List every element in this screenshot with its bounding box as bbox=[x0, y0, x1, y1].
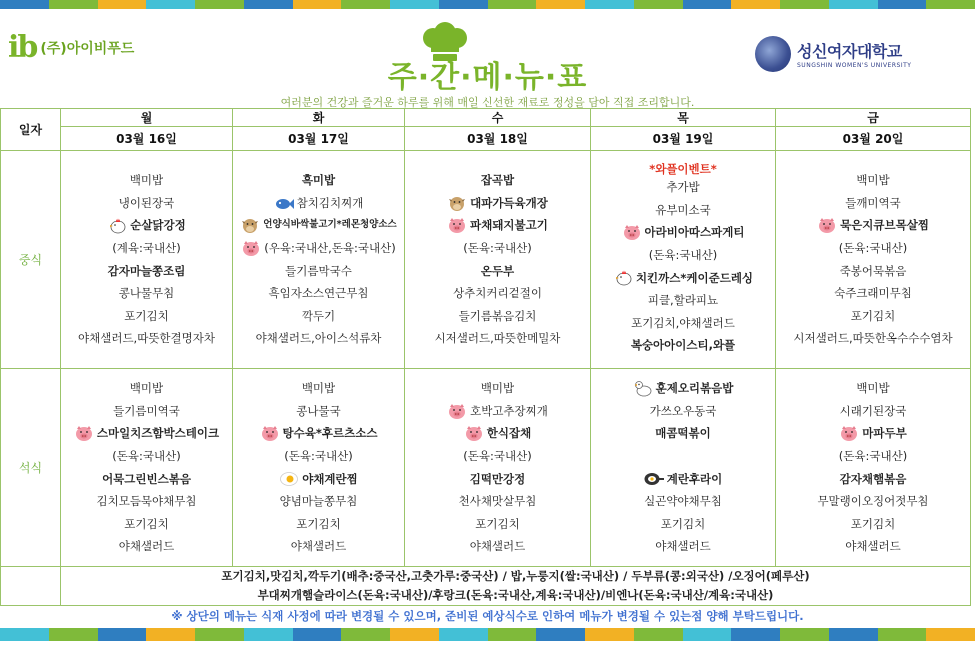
date-header: 03월 18일 bbox=[405, 127, 591, 151]
menu-item-text: 피클,할라피뇨 bbox=[647, 293, 719, 308]
menu-item bbox=[591, 199, 775, 222]
stripe-segment bbox=[731, 628, 780, 641]
stripe-segment bbox=[488, 0, 537, 9]
menu-item bbox=[405, 468, 590, 491]
menu-item-text: 야채샐러드 bbox=[118, 539, 175, 554]
menu-item-text: 계란후라이 bbox=[666, 471, 723, 486]
stripe-segment bbox=[195, 0, 244, 9]
weekly-menu-table bbox=[0, 108, 971, 606]
menu-item-text: 천사채맛살무침 bbox=[458, 494, 537, 509]
pig-icon bbox=[817, 217, 837, 234]
origin-row bbox=[1, 567, 971, 606]
menu-item-text: (돈육:국내산) bbox=[284, 448, 353, 463]
pig-icon bbox=[241, 240, 261, 257]
menu-item bbox=[61, 468, 232, 491]
stripe-segment bbox=[536, 628, 585, 641]
menu-item-text: (돈육:국내산) bbox=[463, 240, 532, 255]
menu-item-text: 호박고추장찌개 bbox=[470, 403, 548, 418]
stripe-segment bbox=[341, 628, 390, 641]
stripe-segment bbox=[293, 628, 342, 641]
menu-item bbox=[776, 535, 970, 558]
menu-item bbox=[233, 490, 404, 513]
menu-item-text: 매콤떡볶이 bbox=[655, 426, 711, 441]
origin-line: 부대찌개햄슬라이스(돈육:국내산)/후랑크(돈육:국내산,계육:국내산)/비엔나(돈육:국내산/계육:국내산) bbox=[257, 588, 774, 602]
menu-item-text: 포기김치 bbox=[660, 516, 706, 531]
menu-item bbox=[591, 244, 775, 267]
menu-item bbox=[776, 400, 970, 423]
date-header: 03월 19일 bbox=[591, 127, 776, 151]
menu-item bbox=[405, 192, 590, 215]
stripe-segment bbox=[634, 628, 683, 641]
menu-item-text: 냉이된장국 bbox=[118, 195, 175, 210]
menu-item bbox=[233, 237, 404, 260]
date-header-row bbox=[1, 127, 971, 151]
menu-item-text: 숙주크래미무침 bbox=[834, 286, 912, 301]
menu-item-text: 들기름볶음김치 bbox=[458, 308, 537, 323]
lunch-row bbox=[1, 151, 971, 369]
bottom-color-stripe bbox=[0, 628, 975, 641]
menu-item bbox=[405, 490, 590, 513]
origin-info bbox=[61, 567, 971, 606]
university-emblem-icon bbox=[755, 36, 791, 72]
pig-icon bbox=[839, 425, 859, 442]
menu-item-text: (돈육:국내산) bbox=[463, 448, 532, 463]
menu-item bbox=[776, 327, 970, 350]
menu-item-text: (우육:국내산,돈육:국내산) bbox=[264, 240, 396, 255]
menu-item-text: 콩나물국 bbox=[296, 403, 341, 418]
menu-item bbox=[591, 312, 775, 335]
menu-item-text: 포기김치 bbox=[850, 516, 896, 531]
stripe-segment bbox=[926, 628, 975, 641]
menu-item-text: (돈육:국내산) bbox=[838, 448, 908, 463]
menu-item bbox=[776, 377, 970, 400]
menu-item bbox=[233, 327, 404, 350]
menu-item bbox=[591, 535, 775, 558]
lunch-cell bbox=[776, 151, 971, 369]
menu-item-text: 감자채햄볶음 bbox=[839, 471, 907, 486]
menu-item bbox=[61, 192, 232, 215]
menu-item bbox=[405, 260, 590, 283]
duck-icon bbox=[633, 380, 653, 397]
stripe-segment bbox=[731, 0, 780, 9]
menu-item-text: 포기김치 bbox=[296, 516, 341, 531]
pig-icon bbox=[622, 224, 642, 241]
menu-item bbox=[61, 237, 232, 260]
stripe-segment bbox=[390, 628, 439, 641]
date-header: 03월 17일 bbox=[233, 127, 405, 151]
menu-item bbox=[61, 305, 232, 328]
menu-item-text: 마파두부 bbox=[862, 426, 907, 441]
menu-item-text: 야채샐러드 bbox=[469, 539, 526, 554]
menu-item bbox=[233, 282, 404, 305]
menu-item-text: 야채샐러드,아이스석류차 bbox=[255, 331, 382, 346]
menu-item bbox=[776, 445, 970, 468]
menu-item bbox=[591, 176, 775, 199]
stripe-segment bbox=[49, 0, 98, 9]
stripe-segment bbox=[146, 0, 195, 9]
menu-item-text: 백미밥 bbox=[856, 173, 890, 188]
menu-item bbox=[233, 192, 404, 215]
stripe-segment bbox=[244, 628, 293, 641]
dinner-cell bbox=[233, 369, 405, 567]
stripe-segment bbox=[390, 0, 439, 9]
dinner-cell bbox=[591, 369, 776, 567]
menu-item-text: 온두부 bbox=[480, 263, 515, 278]
menu-item bbox=[61, 260, 232, 283]
menu-item-text: 시래기된장국 bbox=[839, 403, 907, 418]
dinner-cell bbox=[776, 369, 971, 567]
stripe-segment bbox=[585, 0, 634, 9]
menu-item-text: 탕수육*후르츠소스 bbox=[282, 426, 378, 441]
menu-item-text: 죽봉어묵볶음 bbox=[839, 263, 907, 278]
stripe-segment bbox=[244, 0, 293, 9]
menu-item bbox=[776, 468, 970, 491]
menu-item bbox=[405, 422, 590, 445]
company-name: (주)아이비푸드 bbox=[40, 40, 135, 57]
menu-item bbox=[776, 260, 970, 283]
egg-icon bbox=[279, 470, 299, 487]
menu-item bbox=[405, 400, 590, 423]
menu-item bbox=[233, 468, 404, 491]
menu-item bbox=[233, 445, 404, 468]
dinner-label: 석식 bbox=[1, 369, 61, 567]
menu-item bbox=[233, 169, 404, 192]
menu-item bbox=[776, 513, 970, 536]
menu-item bbox=[776, 490, 970, 513]
menu-item-text: (돈육:국내산) bbox=[648, 247, 718, 262]
menu-item bbox=[405, 169, 590, 192]
date-header: 03월 16일 bbox=[61, 127, 233, 151]
stripe-segment bbox=[829, 0, 878, 9]
menu-item-text: 야채샐러드 bbox=[655, 539, 711, 554]
menu-item-text: 양념마늘쫑무침 bbox=[279, 494, 358, 509]
stripe-segment bbox=[683, 628, 732, 641]
menu-item-text: 잡곡밥 bbox=[480, 173, 515, 188]
lunch-cell bbox=[61, 151, 233, 369]
menu-item bbox=[61, 400, 232, 423]
pig-icon bbox=[260, 425, 280, 442]
menu-item bbox=[61, 169, 232, 192]
menu-item bbox=[591, 513, 775, 536]
menu-item bbox=[233, 513, 404, 536]
menu-item-text: 포기김치 bbox=[475, 516, 520, 531]
stripe-segment bbox=[439, 0, 488, 9]
menu-item-text: 유부미소국 bbox=[655, 202, 711, 217]
menu-item bbox=[405, 535, 590, 558]
menu-item bbox=[591, 490, 775, 513]
menu-item bbox=[233, 305, 404, 328]
university-name-ko: 성신여자대학교 bbox=[797, 42, 902, 61]
menu-item bbox=[61, 377, 232, 400]
stripe-segment bbox=[780, 628, 829, 641]
menu-item bbox=[61, 327, 232, 350]
menu-item-text: 무말랭이오징어젓무침 bbox=[817, 494, 929, 509]
menu-item-text: 한식잡채 bbox=[486, 426, 532, 441]
menu-item bbox=[233, 400, 404, 423]
menu-item-text: 백미밥 bbox=[480, 381, 515, 396]
fish-icon bbox=[274, 195, 294, 212]
menu-item-text: 야채샐러드,따뜻한결명자차 bbox=[78, 331, 215, 346]
menu-item bbox=[776, 214, 970, 237]
origin-line: 포기김치,맛김치,깍두기(배추:중국산,고춧가루:중국산) / 밥,누룽지(쌀:국내산) / 두부류(콩:외국산) /오징어(페루산) bbox=[221, 569, 810, 583]
stripe-segment bbox=[488, 628, 537, 641]
menu-item-text: 김떡만강정 bbox=[469, 471, 526, 486]
menu-item-text: 들깨미역국 bbox=[845, 195, 901, 210]
top-color-stripe bbox=[0, 0, 975, 9]
menu-item-text: 상추치커리겉절이 bbox=[453, 286, 542, 301]
menu-item bbox=[61, 422, 232, 445]
company-logo-mark: ib bbox=[8, 30, 37, 65]
dinner-row bbox=[1, 369, 971, 567]
menu-item-text: 파채돼지불고기 bbox=[470, 218, 548, 233]
menu-item bbox=[776, 422, 970, 445]
stripe-segment bbox=[634, 0, 683, 9]
stripe-segment bbox=[195, 628, 244, 641]
menu-item-text: 들기름미역국 bbox=[113, 403, 180, 418]
menu-item-text: 백미밥 bbox=[129, 381, 164, 396]
date-column-label: 일자 bbox=[1, 109, 61, 151]
menu-item-text: *와플이벤트* bbox=[649, 162, 717, 177]
menu-item-text: 묵은지큐브목살찜 bbox=[840, 218, 929, 233]
menu-item-text: 들기름막국수 bbox=[285, 263, 352, 278]
menu-item-text: 순살닭강정 bbox=[130, 218, 186, 233]
stripe-segment bbox=[829, 628, 878, 641]
menu-item bbox=[591, 289, 775, 312]
menu-item bbox=[591, 400, 775, 423]
menu-item-text: 훈제오리볶음밥 bbox=[655, 381, 734, 396]
menu-item bbox=[233, 377, 404, 400]
menu-item bbox=[591, 162, 775, 176]
menu-item bbox=[405, 305, 590, 328]
menu-item-text: 아라비아따스파게티 bbox=[644, 225, 745, 240]
pig-icon bbox=[464, 425, 484, 442]
stripe-segment bbox=[683, 0, 732, 9]
stripe-segment bbox=[439, 628, 488, 641]
menu-item bbox=[591, 267, 775, 290]
menu-item bbox=[591, 468, 775, 491]
menu-item bbox=[776, 237, 970, 260]
menu-item-text: 실곤약야채무침 bbox=[644, 494, 722, 509]
chicken-icon bbox=[107, 217, 127, 234]
stripe-segment bbox=[341, 0, 390, 9]
menu-item-text: 시저샐러드,따뜻한옥수수수염차 bbox=[793, 331, 953, 346]
stripe-segment bbox=[98, 628, 147, 641]
menu-item-text: 시저샐러드,따뜻한메밀차 bbox=[434, 331, 561, 346]
dinner-cell bbox=[405, 369, 591, 567]
university-name-en: SUNGSHIN WOMEN'S UNIVERSITY bbox=[797, 62, 912, 69]
menu-item bbox=[405, 327, 590, 350]
menu-item bbox=[233, 260, 404, 283]
menu-item bbox=[405, 377, 590, 400]
menu-item-text: 백미밥 bbox=[856, 381, 890, 396]
menu-item-text: 백미밥 bbox=[129, 173, 164, 188]
menu-item bbox=[776, 192, 970, 215]
cow-icon bbox=[240, 217, 260, 234]
lunch-cell bbox=[405, 151, 591, 369]
day-header: 월 bbox=[61, 109, 233, 127]
stripe-segment bbox=[146, 628, 195, 641]
pig-icon bbox=[447, 403, 467, 420]
menu-item bbox=[405, 237, 590, 260]
menu-item bbox=[591, 422, 775, 445]
day-header-row bbox=[1, 109, 971, 127]
day-header: 화 bbox=[233, 109, 405, 127]
menu-item-text: 깍두기 bbox=[301, 308, 336, 323]
menu-item bbox=[776, 169, 970, 192]
day-header: 금 bbox=[776, 109, 971, 127]
stripe-segment bbox=[98, 0, 147, 9]
menu-item-text: 추가밥 bbox=[666, 180, 700, 195]
menu-item-text: 포기김치,야채샐러드 bbox=[631, 315, 735, 330]
menu-item-text: 야채샐러드 bbox=[845, 539, 901, 554]
university-logo bbox=[755, 36, 911, 72]
menu-item bbox=[405, 214, 590, 237]
menu-item-text: 감자마늘쫑조림 bbox=[107, 263, 186, 278]
menu-item-text: 어묵그린빈스볶음 bbox=[102, 471, 191, 486]
menu-item bbox=[405, 445, 590, 468]
menu-item-text: 스마일치즈함박스테이크 bbox=[96, 426, 220, 441]
menu-item-text: 야채계란찜 bbox=[302, 471, 358, 486]
pig-icon bbox=[74, 425, 94, 442]
frying-pan-icon bbox=[644, 470, 664, 487]
menu-item bbox=[61, 445, 232, 468]
menu-item bbox=[233, 422, 404, 445]
menu-item-text: 포기김치 bbox=[124, 308, 169, 323]
page-title: 주·간·메·뉴·표 bbox=[387, 60, 588, 95]
menu-item-text: 김치모듬묵야채무침 bbox=[96, 494, 197, 509]
menu-item-text: 흑미밥 bbox=[301, 173, 336, 188]
pig-icon bbox=[447, 217, 467, 234]
menu-item-text: 가쓰오우동국 bbox=[649, 403, 717, 418]
date-header: 03월 20일 bbox=[776, 127, 971, 151]
menu-item bbox=[405, 513, 590, 536]
menu-item bbox=[61, 490, 232, 513]
page-subtitle: 여러분의 건강과 즐거운 하루를 위해 매일 신선한 재료로 정성을 담아 직접 조리합니다. bbox=[280, 96, 695, 109]
dinner-cell bbox=[61, 369, 233, 567]
menu-item bbox=[233, 214, 404, 237]
day-header: 수 bbox=[405, 109, 591, 127]
stripe-segment bbox=[878, 628, 927, 641]
menu-item bbox=[591, 221, 775, 244]
stripe-segment bbox=[0, 628, 49, 641]
menu-item-text: 콩나물무침 bbox=[118, 286, 175, 301]
menu-item-text: 대파가득육개장 bbox=[470, 195, 548, 210]
menu-item bbox=[776, 282, 970, 305]
menu-item-text: 복숭아아이스티,와플 bbox=[630, 338, 736, 353]
menu-item-text: 포기김치 bbox=[850, 308, 896, 323]
menu-item-text: 야채샐러드 bbox=[290, 539, 347, 554]
stripe-segment bbox=[293, 0, 342, 9]
lunch-label: 중식 bbox=[1, 151, 61, 369]
menu-item-text: 흑임자소스연근무침 bbox=[268, 286, 369, 301]
stripe-segment bbox=[49, 628, 98, 641]
origin-label-cell bbox=[1, 567, 61, 606]
menu-item-text: (계육:국내산) bbox=[112, 240, 181, 255]
cow-icon bbox=[447, 195, 467, 212]
menu-item-text: 포기김치 bbox=[124, 516, 169, 531]
menu-item bbox=[591, 377, 775, 400]
menu-item bbox=[61, 214, 232, 237]
menu-item bbox=[405, 282, 590, 305]
lunch-cell bbox=[233, 151, 405, 369]
menu-item bbox=[61, 282, 232, 305]
menu-item-text: 백미밥 bbox=[301, 381, 336, 396]
menu-item bbox=[776, 305, 970, 328]
stripe-segment bbox=[536, 0, 585, 9]
lunch-cell bbox=[591, 151, 776, 369]
stripe-segment bbox=[0, 0, 49, 9]
chicken-icon bbox=[613, 269, 633, 286]
menu-item-text: (돈육:국내산) bbox=[838, 240, 908, 255]
menu-item bbox=[233, 535, 404, 558]
menu-item bbox=[591, 334, 775, 357]
menu-item-text: 언양식바싹불고기*레몬청양소스 bbox=[263, 219, 397, 231]
menu-item-text: (돈육:국내산) bbox=[112, 448, 181, 463]
menu-item bbox=[591, 445, 775, 468]
menu-item-text: 참치김치찌개 bbox=[296, 195, 364, 210]
menu-item bbox=[61, 513, 232, 536]
stripe-segment bbox=[585, 628, 634, 641]
stripe-segment bbox=[878, 0, 927, 9]
stripe-segment bbox=[926, 0, 975, 9]
menu-change-notice: ※ 상단의 메뉴는 식재 사정에 따라 변경될 수 있으며, 준비된 예상식수로 인하여 메뉴가 변경될 수 있는점 양해 부탁드립니다. bbox=[171, 609, 804, 623]
menu-item-text: 치킨까스*케이준드레싱 bbox=[635, 270, 754, 285]
menu-item bbox=[61, 535, 232, 558]
day-header: 목 bbox=[591, 109, 776, 127]
stripe-segment bbox=[780, 0, 829, 9]
